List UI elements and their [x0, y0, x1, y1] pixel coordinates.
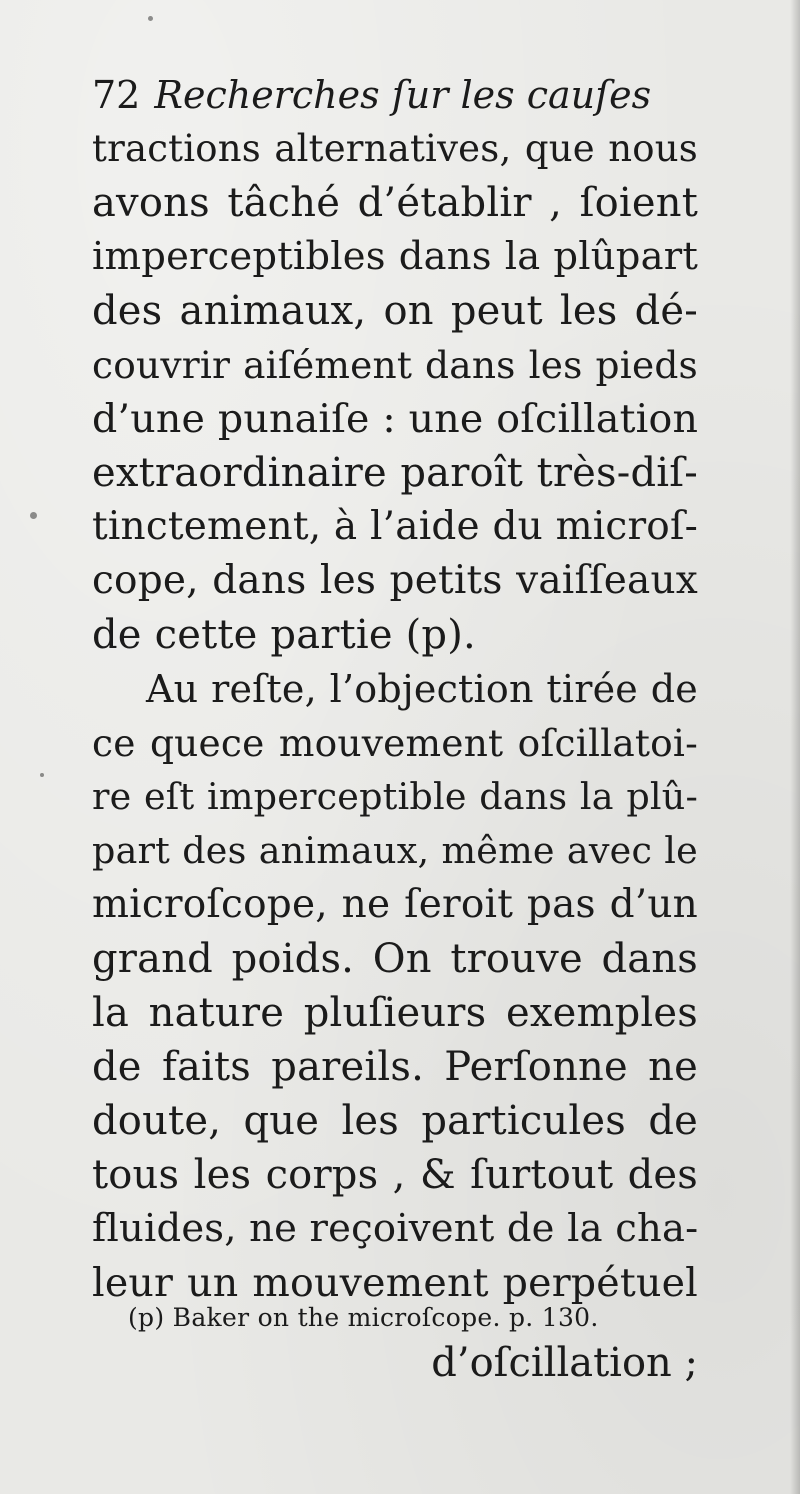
text-line: doute, que les particules de [92, 1098, 698, 1144]
paper-speck [148, 16, 153, 21]
running-head [92, 68, 702, 122]
text-line: avons tâché d’établir , ſoient [92, 180, 698, 226]
text-line: re eſt imperceptible dans la plû- [92, 775, 698, 818]
text-line: couvrir aiſément dans les pieds [92, 343, 698, 387]
paper-speck [40, 773, 44, 777]
page-edge-shadow [790, 0, 800, 1494]
page-number: 72 [92, 73, 141, 117]
text-line: la nature pluſieurs exemples [92, 990, 698, 1036]
text-line: extraordinaire paroît très-diſ- [92, 450, 698, 496]
text-line: fluides, ne reçoivent de la cha- [92, 1206, 699, 1251]
text-line: tinctement, à l’aide du microſ- [92, 504, 698, 549]
text-line: leur un mouvement perpétuel [92, 1260, 698, 1306]
text-line: d’une punaiſe : une oſcillation [92, 396, 699, 442]
footnote: (p) Baker on the microſcope. p. 130. [128, 1303, 599, 1332]
text-line: grand poids. On trouve dans [92, 936, 698, 982]
catchword: d’oſcillation ; [431, 1340, 698, 1386]
text-line: microſcope, ne ſeroit pas d’un [92, 882, 698, 927]
text-line: ce quece mouvement oſcillatoi- [92, 721, 698, 765]
paper-speck [30, 512, 37, 519]
text-line: tractions alternatives, que nous [92, 127, 698, 170]
text-line: des animaux, on peut les dé- [92, 288, 698, 334]
paragraph-first-line: Au reſte, l’objection tirée de [146, 667, 698, 711]
text-line: tous les corps , & ſurtout des [92, 1152, 698, 1198]
text-line: imperceptibles dans la plûpart [92, 234, 698, 279]
text-line: part des animaux, même avec le [92, 829, 698, 872]
text-line: de cette partie (p). [92, 612, 476, 658]
text-line: cope, dans les petits vaiſſeaux [92, 558, 698, 603]
running-title: Recherches ſur les cauſes [154, 73, 652, 117]
text-line: de faits pareils. Perſonne ne [92, 1044, 698, 1090]
